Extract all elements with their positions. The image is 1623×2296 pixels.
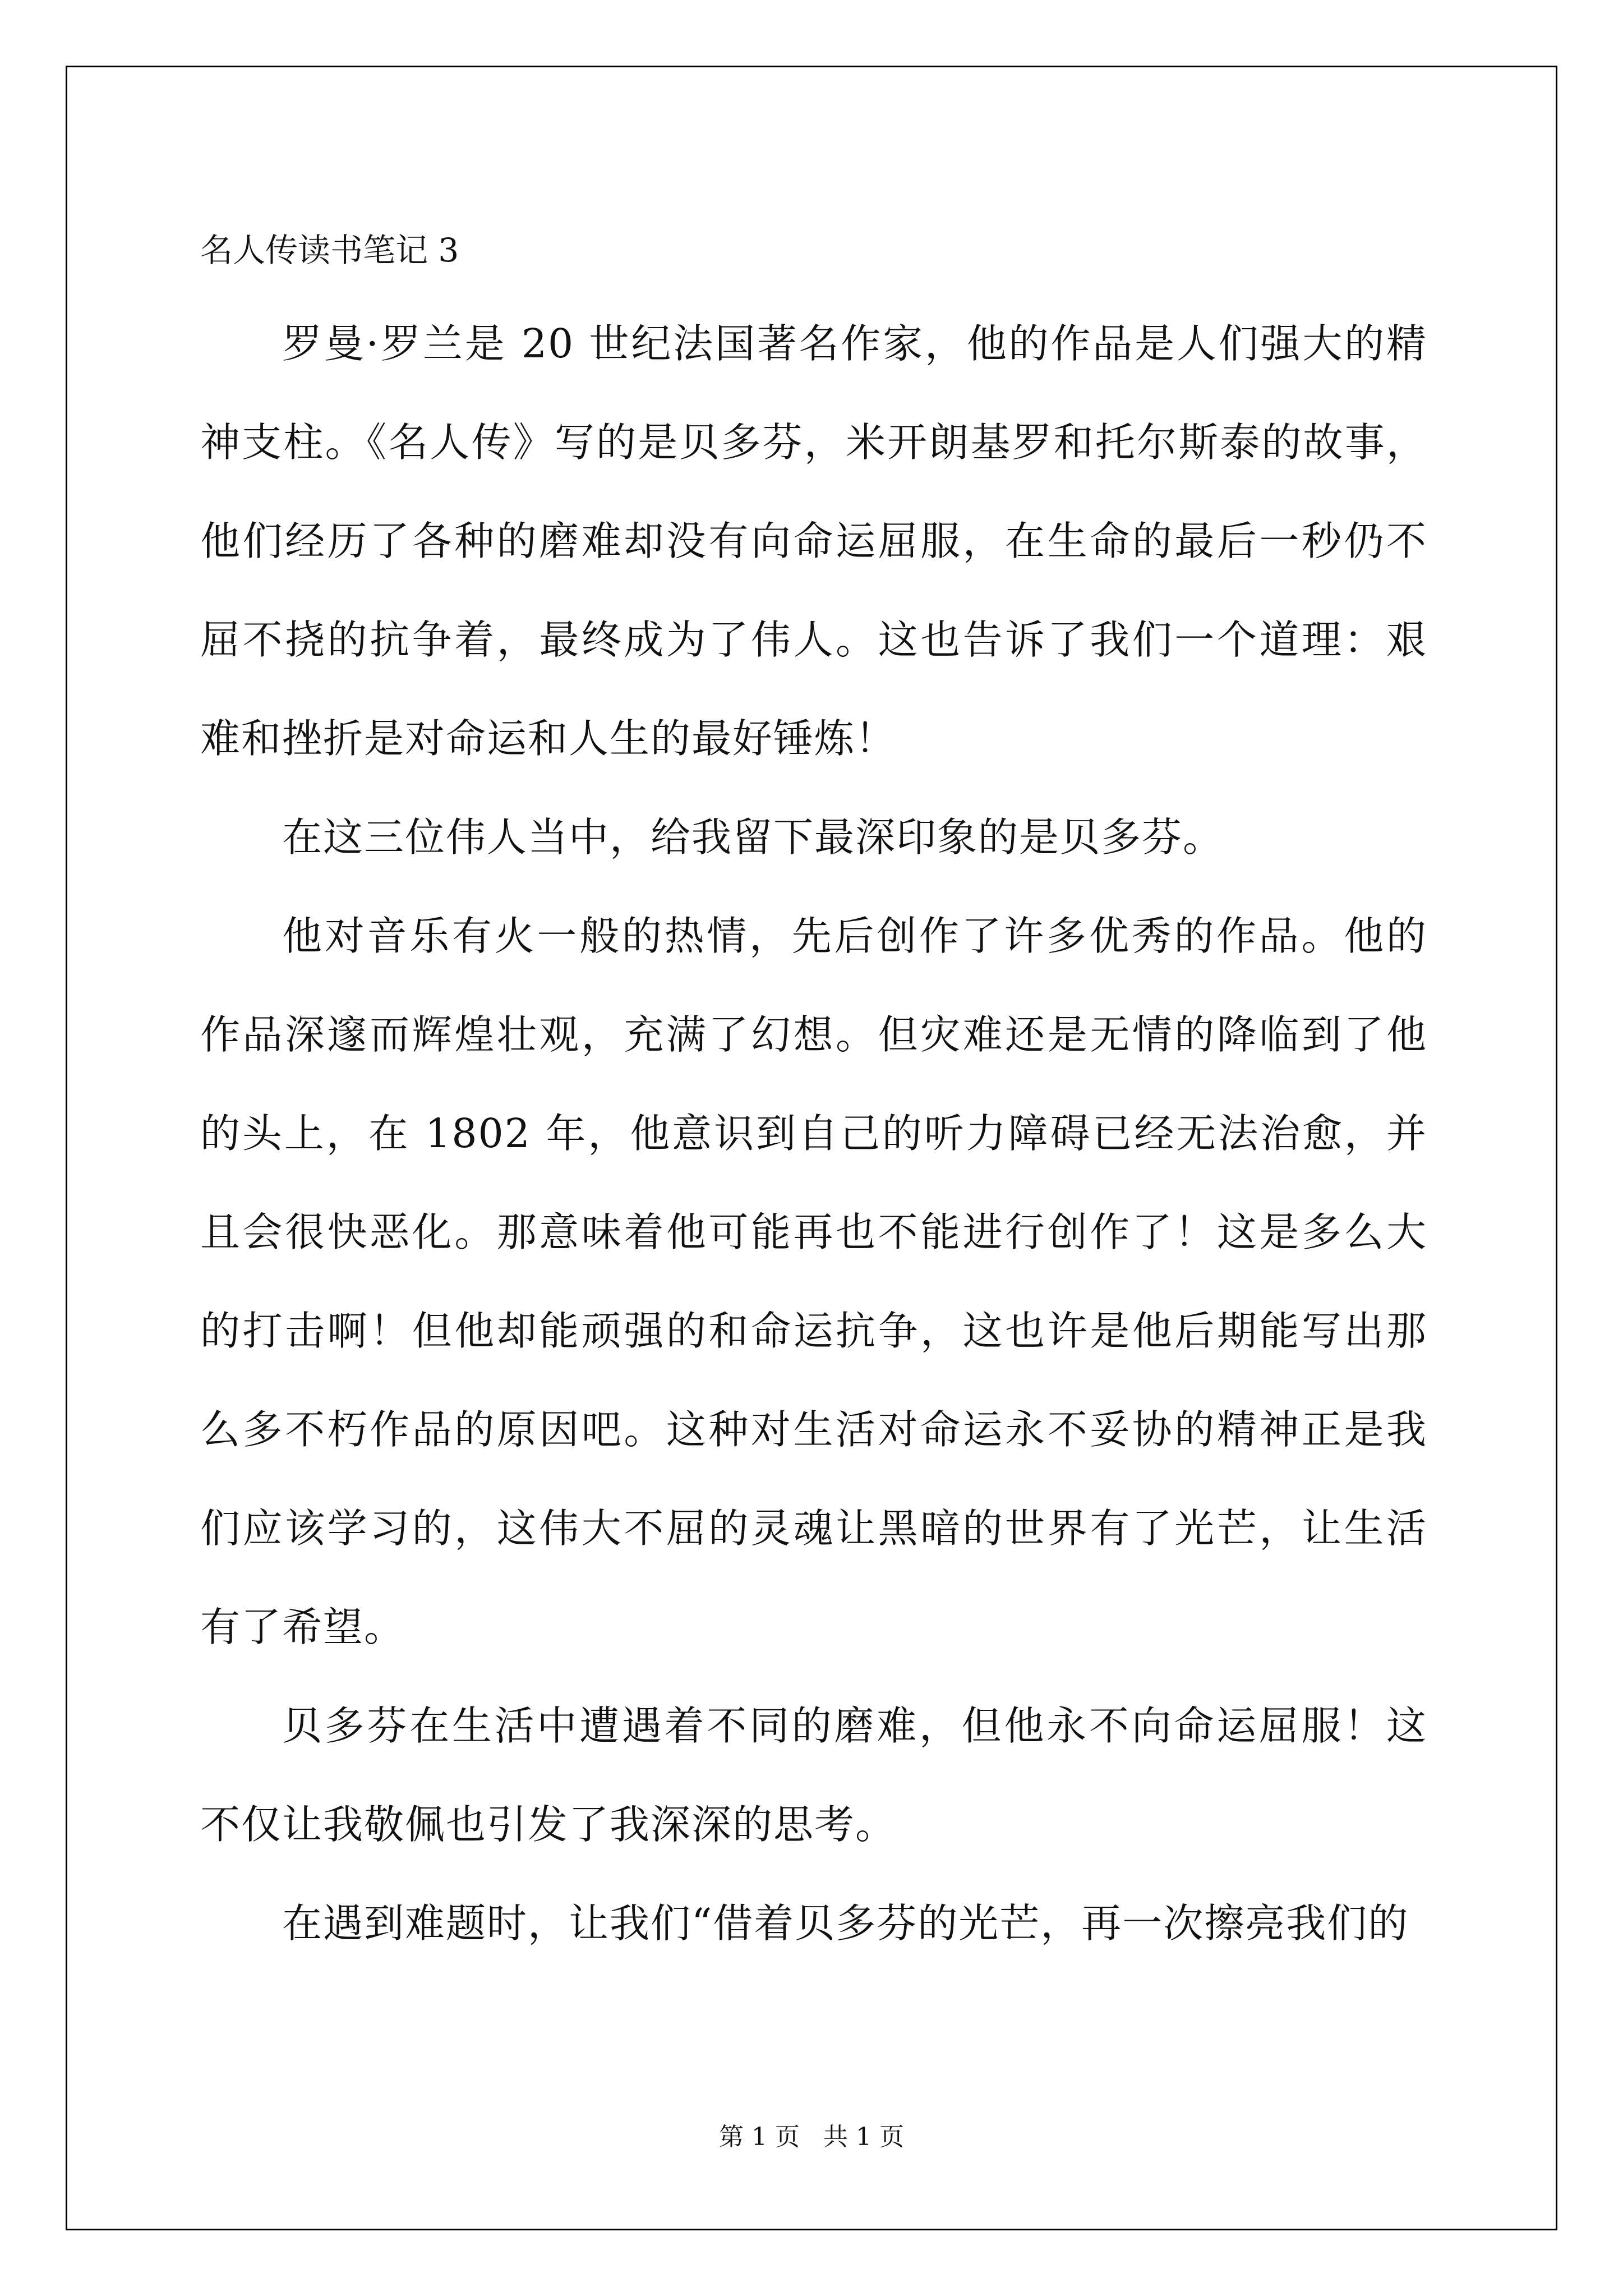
document-body: [200, 227, 1427, 1973]
paragraph-intro: 罗曼·罗兰是 20 世纪法国著名作家，他的作品是人们强大的精神支柱。《名人传》写的是贝多芬，米开朗基罗和托尔斯泰的故事，他们经历了各种的磨难却没有向命运屈服，在生命的最后一秒仍不屈不挠的抗争着，最终成为了伟人。这也告诉了我们一个道理：艰难和挫折是对命运和人生的最好锤炼！: [200, 320, 1427, 762]
paragraph-music: 他对音乐有火一般的热情，先后创作了许多优秀的作品。他的作品深邃而辉煌壮观，充满了幻想。但灾难还是无情的降临到了他的头上，在 1802 年，他意识到自己的听力障碍已经无法治愈，并且会很快恶化。那意味着他可能再也不能进行创作了！这是多么大的打击啊！但他却能顽强的和命运抗争，这也许是他后期能写出那么多不朽作品的原因吧。这种对生活对命运永不妥协的精神正是我们应该学习的，这伟大不屈的灵魂让黑暗的世界有了光芒，让生活有了希望。: [200, 913, 1427, 1650]
paragraph-hardship: 贝多芬在生活中遭遇着不同的磨难，但他永不向命运屈服！这不仅让我敬佩也引发了我深深的思考。: [200, 1703, 1427, 1848]
paragraph-impression: 在这三位伟人当中，给我留下最深印象的是贝多芬。: [282, 814, 1224, 861]
document-title: 名人传读书笔记 3: [200, 231, 459, 269]
paragraph-conclusion: 在遇到难题时，让我们“借着贝多芬的光芒，再一次擦亮我们的: [282, 1900, 1409, 1947]
page-number-footer: 第 1 页 共 1 页: [719, 2123, 904, 2151]
